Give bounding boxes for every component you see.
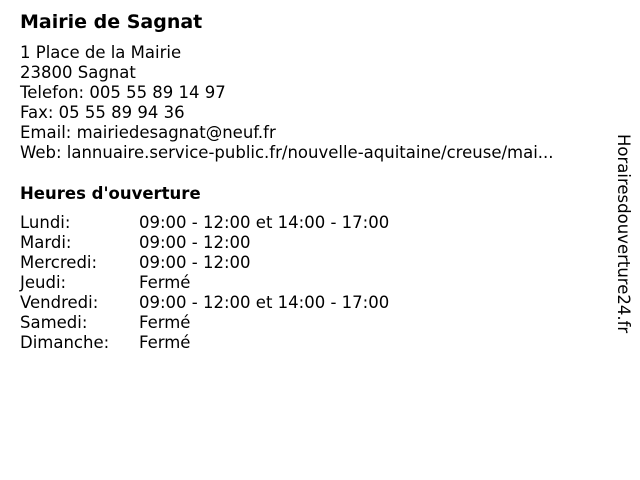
opening-hours-heading: Heures d'ouverture — [20, 184, 201, 203]
site-watermark: Horairesdouverture24.fr — [614, 134, 633, 334]
day-label: Lundi: — [20, 213, 71, 232]
phone-number: Telefon: 005 55 89 14 97 — [20, 83, 226, 102]
day-label: Dimanche: — [20, 333, 110, 352]
website-link[interactable]: Web: lannuaire.service-public.fr/nouvelle-aquitaine/creuse/mai... — [20, 143, 554, 162]
address-block — [20, 43, 554, 163]
day-hours: 09:00 - 12:00 — [139, 253, 251, 272]
page-title: Mairie de Sagnat — [20, 11, 203, 33]
day-label: Mercredi: — [20, 253, 98, 272]
day-label: Jeudi: — [20, 273, 67, 292]
day-label: Samedi: — [20, 313, 88, 332]
day-hours: Fermé — [139, 313, 191, 332]
day-hours: 09:00 - 12:00 — [139, 233, 251, 252]
day-hours: Fermé — [139, 273, 191, 292]
day-hours: 09:00 - 12:00 et 14:00 - 17:00 — [139, 293, 390, 312]
fax-number: Fax: 05 55 89 94 36 — [20, 103, 185, 122]
postal-city: 23800 Sagnat — [20, 63, 136, 82]
day-label: Mardi: — [20, 233, 72, 252]
day-hours: 09:00 - 12:00 et 14:00 - 17:00 — [139, 213, 390, 232]
day-hours: Fermé — [139, 333, 191, 352]
day-label: Vendredi: — [20, 293, 99, 312]
street-address: 1 Place de la Mairie — [20, 43, 182, 62]
email-address: Email: mairiedesagnat@neuf.fr — [20, 123, 276, 142]
